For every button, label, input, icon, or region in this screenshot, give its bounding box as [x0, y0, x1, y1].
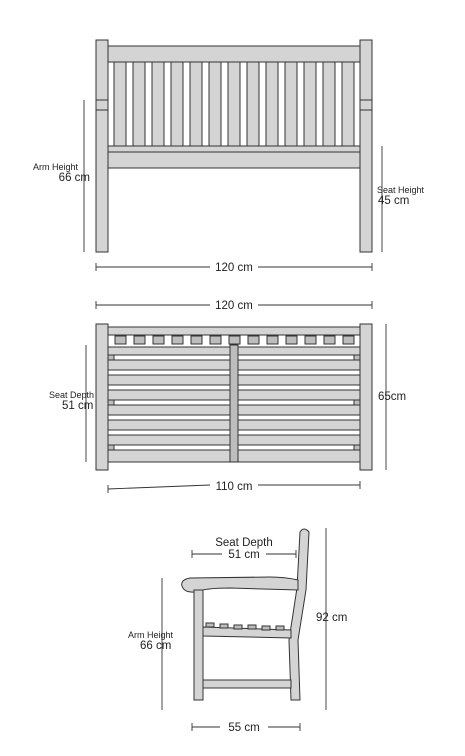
side-view — [128, 528, 347, 734]
top-back-rail — [108, 327, 360, 335]
side-back-post — [289, 529, 309, 700]
top-left-arm — [96, 324, 108, 470]
side-height-label: 92 cm — [316, 612, 348, 624]
top-right-arm — [360, 324, 372, 470]
side-arm-height-title: Arm Height — [128, 630, 174, 640]
side-depth-label: 55 cm — [228, 722, 260, 734]
side-arm-height-value: 66 cm — [140, 640, 172, 652]
side-front-leg — [194, 590, 203, 700]
top-depth-label: 65cm — [378, 391, 407, 403]
front-width-label: 120 cm — [215, 262, 253, 274]
top-view — [49, 300, 406, 493]
front-view — [33, 40, 425, 274]
front-right-leg — [360, 40, 372, 252]
top-seat-depth-value: 51 cm — [62, 400, 94, 412]
front-seat-top — [108, 146, 360, 152]
front-back-slats — [114, 62, 354, 148]
top-slat-ends — [115, 336, 354, 344]
top-center-support — [230, 345, 238, 462]
top-seat-depth-title: Seat Depth — [49, 390, 95, 400]
side-seat-depth-title: Seat Depth — [215, 537, 273, 549]
front-left-arm — [96, 100, 108, 110]
top-width-label: 120 cm — [215, 300, 253, 312]
front-seat-height-title: Seat Height — [377, 185, 425, 195]
top-inner-width-label: 110 cm — [215, 481, 253, 493]
front-arm-height-value: 66 cm — [58, 172, 90, 184]
front-seat-rail — [108, 152, 360, 168]
side-lower-stretcher — [203, 680, 291, 688]
front-top-rail — [108, 46, 360, 62]
front-seat-height-value: 45 cm — [378, 195, 410, 207]
front-right-arm — [360, 100, 372, 110]
front-arm-height-title: Arm Height — [32, 162, 78, 172]
front-left-leg — [96, 40, 108, 252]
side-seat-depth-value: 51 cm — [228, 549, 260, 561]
